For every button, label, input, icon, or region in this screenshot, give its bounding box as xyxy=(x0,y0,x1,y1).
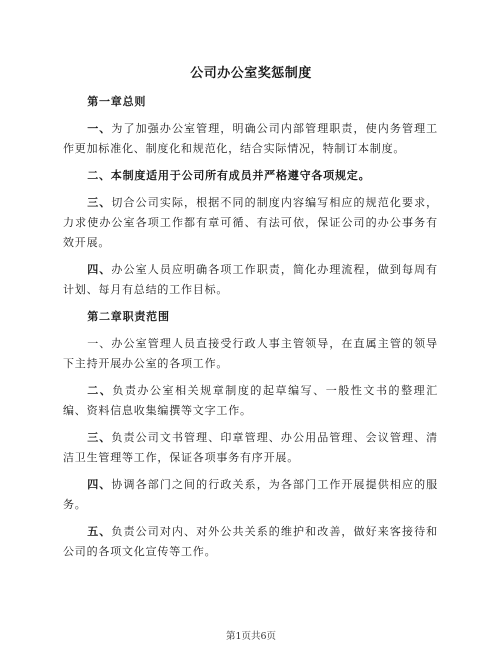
chapter-1-paragraph-1 xyxy=(63,119,438,159)
paragraph-number: 三、 xyxy=(87,431,112,444)
document-title: 公司办公室奖惩制度 xyxy=(190,66,312,81)
chapter-2-paragraph-1 xyxy=(63,334,438,374)
paragraph-number: 三、 xyxy=(87,196,112,209)
chapter-1-heading: 第一章总则 xyxy=(87,95,147,108)
paragraph-text: 为了加强办公室管理，明确公司内部管理职责，使内务管理工作更加标准化、制度化和规范化，结合实际情况，特制订本制度。 xyxy=(63,122,438,155)
paragraph-text: 协调各部门之间的行政关系，为各部门工作开展提供相应的服务。 xyxy=(63,478,438,511)
paragraph-number: 二、 xyxy=(87,384,113,397)
page-footer: 第1页共6页 xyxy=(225,631,277,642)
paragraph-text: 办公室人员应明确各项工作职责，简化办理流程，做到每周有计划、每月有总结的工作目标。 xyxy=(63,263,438,296)
paragraph-text: 办公室管理人员直接受行政人事主管领导，在直属主管的领导下主持开展办公室的各项工作。 xyxy=(63,337,438,370)
paragraph-text: 负责公司对内、对外公共关系的维护和改善，做好来客接待和公司的各项文化宣传等工作。 xyxy=(63,525,438,558)
paragraph-text: 负责办公室相关规章制度的起草编写、一般性文书的整理汇编、资料信息收集编撰等文字工作。 xyxy=(63,384,438,417)
paragraph-number: 一、 xyxy=(87,122,112,135)
chapter-2-paragraph-3 xyxy=(63,428,438,468)
paragraph-number: 四、 xyxy=(87,263,112,276)
chapter-1-paragraph-4 xyxy=(63,260,438,300)
paragraph-number: 一、 xyxy=(87,337,112,350)
paragraph-text: 负责公司文书管理、印章管理、办公用品管理、会议管理、清洁卫生管理等工作，保证各项事务有序开展。 xyxy=(63,431,438,464)
paragraph-number: 四、 xyxy=(87,478,112,491)
chapter-2-paragraph-4 xyxy=(63,475,438,515)
document-body xyxy=(63,92,438,569)
chapter-2-paragraph-5 xyxy=(63,522,438,562)
chapter-1-paragraph-2: 二、本制度适用于公司所有成员并严格遵守各项规定。 xyxy=(87,169,371,182)
chapter-2-heading: 第二章职责范围 xyxy=(87,310,170,323)
paragraph-number: 五、 xyxy=(87,525,112,538)
chapter-2-paragraph-2 xyxy=(63,381,438,421)
paragraph-text: 切合公司实际，根据不同的制度内容编写相应的规范化要求，力求使办公室各项工作都有章可循、有法可依，保证公司的办公事务有效开展。 xyxy=(63,196,438,249)
chapter-1-paragraph-3 xyxy=(63,193,438,253)
